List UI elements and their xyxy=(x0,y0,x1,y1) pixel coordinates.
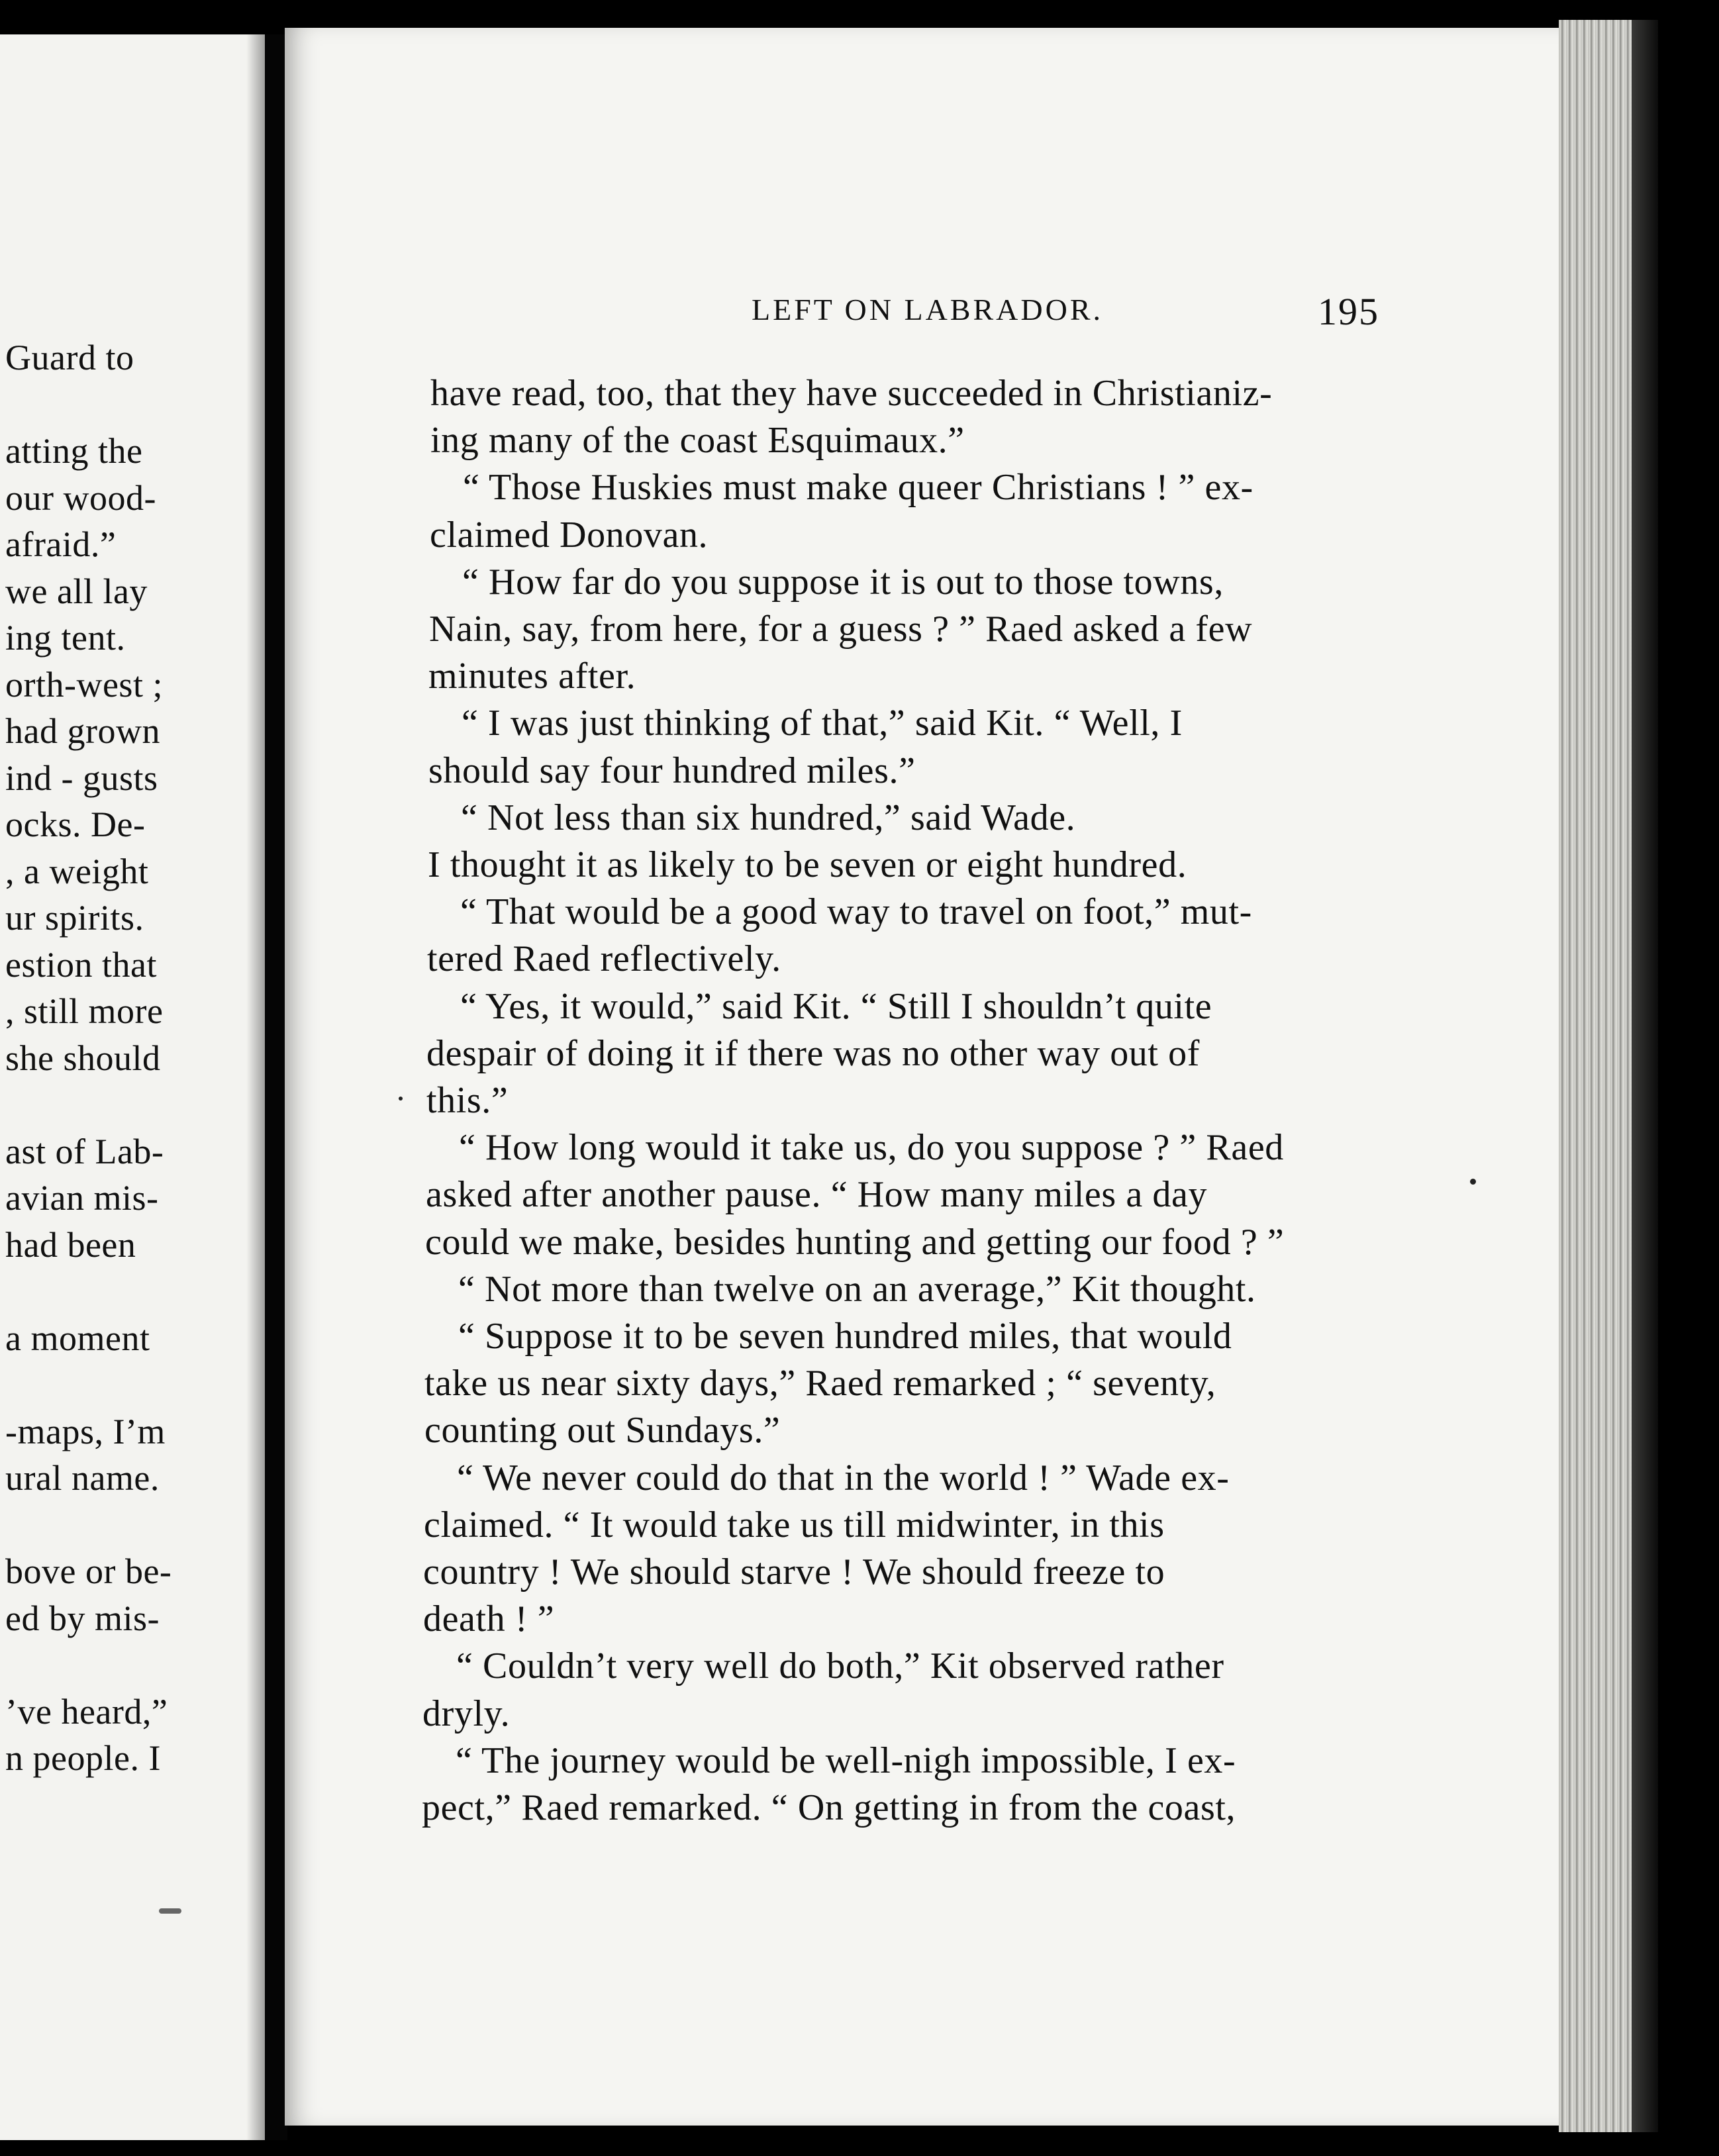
left-page-line: ur spirits. xyxy=(5,898,144,938)
text-line: could we make, besides hunting and getting our food ? ” xyxy=(425,1221,1285,1263)
ink-speck xyxy=(159,1908,181,1914)
left-page-line: we all lay xyxy=(5,571,148,611)
right-page xyxy=(285,28,1569,2126)
text-line: “ Yes, it would,” said Kit. “ Still I shouldn’t quite xyxy=(460,985,1212,1027)
book-cover-edge xyxy=(1632,20,1658,2132)
text-line: “ Suppose it to be seven hundred miles, that would xyxy=(458,1316,1232,1357)
left-page-line: -maps, I’m xyxy=(5,1411,166,1451)
text-line: claimed. “ It would take us till midwinter, in this xyxy=(424,1504,1165,1545)
left-page-line: ast of Lab- xyxy=(5,1131,164,1171)
left-page-line: ed by mis- xyxy=(5,1598,160,1638)
left-page-line: afraid.” xyxy=(5,524,117,564)
text-line: despair of doing it if there was no other way out of xyxy=(426,1032,1201,1074)
left-page-line: bove or be- xyxy=(5,1551,172,1591)
text-line: “ That would be a good way to travel on foot,” mut- xyxy=(460,891,1252,933)
left-page-line: had grown xyxy=(5,711,160,751)
text-line: “ Those Huskies must make queer Christians ! ” ex- xyxy=(463,467,1253,509)
left-page-line: n people. I xyxy=(5,1738,161,1778)
text-line: “ The journey would be well-nigh impossible, I ex- xyxy=(456,1740,1236,1781)
text-line: I thought it as likely to be seven or eight hundred. xyxy=(428,844,1187,885)
text-line: asked after another pause. “ How many miles a day xyxy=(426,1174,1208,1216)
left-page-line: ocks. De- xyxy=(5,805,146,844)
left-page-line: Guard to xyxy=(5,338,134,377)
book-page-edges xyxy=(1559,20,1658,2132)
ink-speck xyxy=(399,1097,403,1101)
text-line: pect,” Raed remarked. “ On getting in from the coast, xyxy=(422,1787,1236,1828)
text-line: country ! We should starve ! We should freeze to xyxy=(423,1551,1165,1592)
text-line: Nain, say, from here, for a guess ? ” Raed asked a few xyxy=(429,609,1253,650)
text-line: “ Couldn’t very well do both,” Kit observed rather xyxy=(456,1645,1224,1687)
left-page-line: ural name. xyxy=(5,1458,160,1498)
page-number: 195 xyxy=(1318,290,1379,333)
left-page-line: she should xyxy=(5,1038,161,1078)
left-page-line: avian mis- xyxy=(5,1178,159,1218)
left-page-line: ing tent. xyxy=(5,618,126,658)
text-line: “ I was just thinking of that,” said Kit. “ Well, I xyxy=(462,703,1183,744)
book-gutter xyxy=(265,34,287,2140)
text-line: this.” xyxy=(426,1080,509,1121)
left-page-line: ind - gusts xyxy=(5,758,158,798)
text-line: minutes after. xyxy=(428,656,636,697)
running-head xyxy=(285,289,1569,336)
ink-speck xyxy=(1470,1179,1476,1185)
left-page-line: , still more xyxy=(5,991,164,1031)
text-line: counting out Sundays.” xyxy=(424,1410,781,1451)
left-page-fragment xyxy=(0,34,265,2140)
text-line: “ We never could do that in the world ! ” Wade ex- xyxy=(457,1457,1230,1498)
text-line: “ Not less than six hundred,” said Wade. xyxy=(461,797,1076,838)
text-line: “ How long would it take us, do you suppose ? ” Raed xyxy=(459,1127,1284,1169)
left-page-line: a moment xyxy=(5,1318,150,1358)
text-line: should say four hundred miles.” xyxy=(428,750,916,791)
text-line: claimed Donovan. xyxy=(430,514,709,556)
left-page-line: ’ve heard,” xyxy=(5,1691,168,1732)
text-line: “ Not more than twelve on an average,” Kit thought. xyxy=(458,1268,1256,1310)
left-page-line: had been xyxy=(5,1224,136,1265)
gutter-shadow xyxy=(246,34,265,2140)
text-line: take us near sixty days,” Raed remarked ; “ seventy, xyxy=(424,1363,1216,1404)
text-line: dryly. xyxy=(422,1692,511,1734)
text-line: tered Raed reflectively. xyxy=(427,938,781,980)
text-line: ing many of the coast Esquimaux.” xyxy=(430,420,965,462)
left-page-line: atting the xyxy=(5,431,143,471)
left-page-line: our wood- xyxy=(5,477,156,518)
left-page-line: estion that xyxy=(5,944,157,985)
text-line: death ! ” xyxy=(423,1598,555,1640)
left-page-line: orth-west ; xyxy=(5,664,163,705)
running-title: LEFT ON LABRADOR. xyxy=(752,293,1104,326)
text-line: have read, too, that they have succeeded in Christianiz- xyxy=(430,373,1273,414)
left-page-line: , a weight xyxy=(5,851,149,891)
text-line: “ How far do you suppose it is out to those towns, xyxy=(462,561,1224,603)
